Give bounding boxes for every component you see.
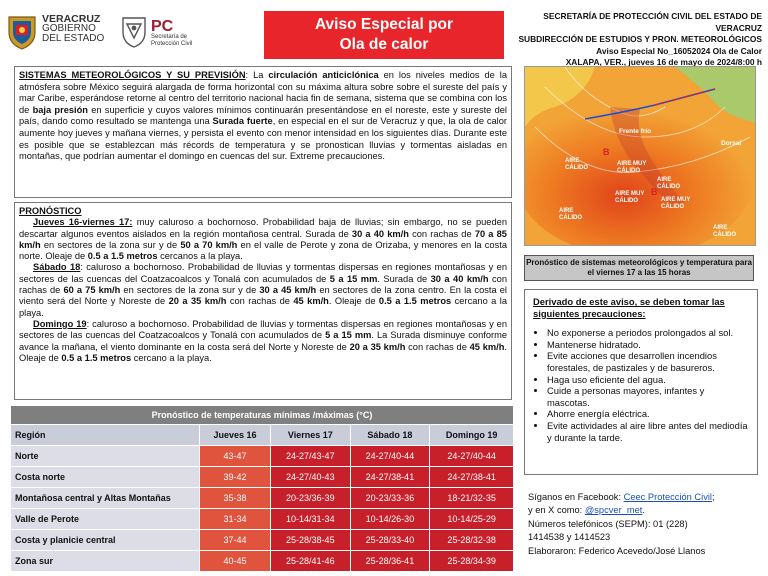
- region-cell: Zona sur: [11, 551, 200, 572]
- forecast-text: cercano a la playa.: [131, 352, 212, 363]
- forecast-text: . Surada de: [377, 273, 431, 284]
- region-cell: Montañosa central y Altas Montañas: [11, 488, 200, 509]
- forecast-value: 20 a 35 km/h: [349, 341, 406, 352]
- proteccion-civil-wordmark: [151, 20, 192, 48]
- forecast-jueves-viernes-label: Jueves 16-viernes 17:: [33, 217, 133, 228]
- forecast-value: 45 km/h: [469, 341, 505, 352]
- header-viernes: Viernes 17: [271, 425, 351, 446]
- forecast-value: 50 a 70 km/h: [180, 239, 238, 250]
- header-sabado: Sábado 18: [350, 425, 430, 446]
- list-item: • Mantenerse hidratado.: [547, 339, 749, 351]
- aire-calido-label: CÁLIDO: [713, 232, 736, 238]
- table-row: [11, 509, 514, 530]
- header-jueves: Jueves 16: [200, 425, 271, 446]
- temp-cell: 43-47: [200, 446, 271, 467]
- temp-cell: 10-14/31-34: [271, 509, 351, 530]
- phones-line-2: 1414538 y 1414523: [528, 532, 611, 543]
- forecast-sabado-label: Sábado 18: [33, 262, 81, 273]
- forecast-text: con rachas de: [405, 341, 470, 352]
- temp-cell: 20-23/36-39: [271, 488, 351, 509]
- forecast-text: . Oleaje de: [19, 341, 507, 363]
- sistemas-text-2: en los niveles medios de la atmósfera sobre México seguirá alargada de forma horizontal con su máxima altura sobre sobre el sureste del país y mar Caribe, esperándose retorne al centro del territorio nacional hacia fin de semana, sistema que se combina con los de: [19, 70, 507, 115]
- temp-cell: 31-34: [200, 509, 271, 530]
- aire-calido-label: AIRE: [713, 225, 728, 231]
- list-item: • Cuide a personas mayores, infantes y mascotas.: [547, 385, 749, 408]
- forecast-value: 45 km/h: [293, 296, 329, 307]
- forecast-text: en el valle de Perote y zona de Orizaba, y menores en la costa norte. Oleaje de: [19, 239, 507, 262]
- temp-cell: 35-38: [200, 488, 271, 509]
- x-prefix: y en X como:: [528, 505, 585, 516]
- region-cell: Costa y planicie central: [11, 530, 200, 551]
- precauciones-section: [524, 289, 758, 475]
- forecast-value: 30 a 45 km/h: [259, 285, 317, 296]
- veracruz-seal-logo: [6, 14, 38, 50]
- precauciones-list: [533, 327, 749, 443]
- list-item: • Ahorre energía eléctrica.: [547, 408, 749, 420]
- region-cell: Valle de Perote: [11, 509, 200, 530]
- forecast-text: : caluroso a bochornoso. Probabilidad de lluvias y tormentas dispersas en regiones montañosas y en sectores de las cuencas del Coatzacoalcos y Tonalá con acumulados de: [19, 318, 507, 341]
- forecast-text: : caluroso a bochornoso. Probabilidad de lluvias y tormentas dispersas en regiones montañosas y en sectores de las cuencas del Coatzacoalcos y Tonalá con acumulados de: [19, 262, 507, 284]
- low-pressure-marker: B: [651, 187, 658, 197]
- temp-cell: 18-21/32-35: [430, 488, 514, 509]
- issuer-subdireccion: SUBDIRECCIÓN DE ESTUDIOS Y PRON. METEOROLÓGICOS: [518, 34, 762, 44]
- forecast-value: 70 a 85 km/h: [19, 228, 507, 250]
- sistemas-text-3: en superficie y cuyos valores mínimos continuarán presentándose en el noreste, este y sureste del país, dando como resultado se mantenga una: [19, 104, 507, 127]
- x-line: [528, 504, 758, 517]
- forecast-value: 30 a 40 km/h: [351, 228, 409, 239]
- forecast-text: . Oleaje de: [328, 296, 379, 307]
- veracruz-del-estado: DEL ESTADO: [42, 33, 105, 44]
- facebook-suffix: ;: [711, 492, 715, 502]
- table-row: [11, 446, 514, 467]
- forecast-text: en sectores de la zona sur y de: [40, 239, 181, 250]
- forecast-value: 0.5 a 1.5 metros: [61, 352, 132, 363]
- temp-cell: 24-27/40-44: [350, 446, 430, 467]
- temp-cell: 25-28/32-38: [430, 530, 514, 551]
- table-row: [11, 467, 514, 488]
- temp-cell: 24-27/38-41: [350, 467, 430, 488]
- aire-calido-label: AIRE: [657, 177, 672, 183]
- sistemas-meteorologicos-section: [14, 66, 512, 198]
- contact-section: [528, 491, 758, 558]
- aire-muy-calido-label: CÁLIDO: [617, 168, 640, 174]
- table-header-row: [11, 425, 514, 446]
- temp-cell: 25-28/36-41: [350, 551, 430, 572]
- temp-cell: 39-42: [200, 467, 271, 488]
- temp-cell: 25-28/41-46: [271, 551, 351, 572]
- temp-cell: 24-27/43-47: [271, 446, 351, 467]
- veracruz-government-wordmark: [42, 14, 104, 44]
- issue-date: XALAPA, VER., jueves 16 de mayo de 2024/8:00 h: [565, 57, 762, 67]
- forecast-value: 0.5 a 1.5 metros: [378, 296, 452, 307]
- x-suffix: .: [642, 505, 645, 516]
- temperature-table: [10, 405, 514, 572]
- banner-line-1: Aviso Especial por: [314, 16, 454, 33]
- temp-cell: 24-27/38-41: [430, 467, 514, 488]
- veracruz-title: VERACRUZ: [42, 13, 101, 25]
- forecast-text: muy caluroso a bochornoso. Probabilidad baja de lluvias; sin embargo, no se pueden descartar algunos eventos aislados en la región montañosa central. Surada de: [19, 217, 507, 239]
- forecast-value: 0.5 a 1.5 metros: [87, 251, 158, 262]
- aire-muy-calido-label: CÁLIDO: [661, 204, 684, 210]
- issuer-secretaria: SECRETARÍA DE PROTECCIÓN CIVIL DEL ESTADO DE VERACRUZ: [543, 11, 762, 33]
- phones-line-1: Números telefónicos (SEPM): 01 (228): [528, 518, 688, 529]
- frente-frio-label: Frente frío: [619, 128, 652, 135]
- region-cell: Norte: [11, 446, 200, 467]
- forecast-text: con rachas de: [226, 296, 294, 307]
- x-link[interactable]: @spcver_met: [584, 505, 643, 516]
- forecast-text: cercano a la playa.: [19, 296, 507, 318]
- aire-calido-label: CÁLIDO: [559, 215, 582, 221]
- temp-cell: 37-44: [200, 530, 271, 551]
- forecast-value: 5 a 15 mm: [325, 330, 372, 341]
- forecast-text: . La Surada disminuye conforme avance la mañana, el viento dominante en la costa será del Norte y Noreste de: [19, 330, 508, 352]
- proteccion-civil-seal-logo: [121, 16, 147, 48]
- aire-calido-label: CÁLIDO: [565, 165, 588, 171]
- list-item: • No exponerse a periodos prolongados al sol.: [547, 327, 749, 339]
- header-domingo: Domingo 19: [430, 425, 514, 446]
- aire-muy-calido-label: AIRE MUY: [661, 197, 691, 203]
- aire-muy-calido-label: CÁLIDO: [615, 198, 638, 204]
- aire-calido-label: AIRE: [565, 158, 580, 164]
- low-pressure-marker: B: [603, 147, 610, 157]
- aire-calido-label: AIRE: [559, 208, 574, 214]
- aviso-banner: [264, 11, 504, 59]
- facebook-prefix: Síganos en Facebook:: [528, 492, 624, 502]
- list-item: • Haga uso eficiente del agua.: [547, 374, 749, 386]
- region-cell: Costa norte: [11, 467, 200, 488]
- forecast-text: en sectores de la zona centro. En la costa el viento será del Norte y Noreste de: [19, 285, 507, 307]
- forecast-jueves-viernes: [19, 217, 507, 262]
- veracruz-gobierno: GOBIERNO: [42, 23, 96, 34]
- temp-cell: 25-28/34-39: [430, 551, 514, 572]
- sistemas-bold-2: baja presión: [32, 104, 88, 115]
- temp-cell: 20-23/33-36: [350, 488, 430, 509]
- sistemas-title: SISTEMAS METEOROLÓGICOS Y SU PREVISIÓN: [19, 70, 246, 80]
- temp-cell: 10-14/26-30: [350, 509, 430, 530]
- table-row: [11, 551, 514, 572]
- sistemas-bold-1: circulación anticiclónica: [268, 70, 379, 80]
- forecast-value: 30 a 40 km/h: [430, 273, 489, 284]
- pc-subtitle-1: Secretaría de: [151, 34, 188, 40]
- temp-cell: 25-28/38-45: [271, 530, 351, 551]
- forecast-domingo-label: Domingo 19: [33, 318, 87, 329]
- temp-cell: 24-27/40-43: [271, 467, 351, 488]
- forecast-text: con rachas de: [408, 228, 475, 239]
- issuer-info: [504, 11, 762, 69]
- sistemas-text-4: , en especial en el sur de Veracruz y que, la ola de calor aumente hoy jueves y mañana viernes, y persista el evento con menor intensidad en los siguientes días. Durante este es posible que se establezcan más récords de temperatura y se pronostican lluvias y tormentas aisladas en montañas, que podrían aumentar el domingo en cuencas del sur. Extreme precauciones.: [19, 116, 507, 162]
- temp-cell: 10-14/25-29: [430, 509, 514, 530]
- temp-cell: 25-28/33-40: [350, 530, 430, 551]
- weather-map-svg: [525, 67, 755, 245]
- forecast-sabado: [19, 262, 507, 318]
- pc-subtitle-2: Protección Civil: [151, 41, 193, 47]
- elaboraron-line: Elaboraron: Federico Acevedo/José Llanos: [528, 545, 706, 556]
- forecast-text: con rachas de: [19, 273, 508, 296]
- pc-acronym: PC: [151, 18, 174, 35]
- pronostico-section: [14, 202, 512, 400]
- list-item: • Evite actividades al aire libre antes del mediodía y durante la tarde.: [547, 420, 749, 443]
- aire-muy-calido-label: AIRE MUY: [617, 161, 647, 167]
- precauciones-title: Derivado de este aviso, se deben tomar las siguientes precauciones:: [533, 296, 725, 319]
- forecast-text: en sectores de la zona sur y de: [120, 285, 260, 296]
- temp-cell: 40-45: [200, 551, 271, 572]
- table-row: [11, 530, 514, 551]
- banner-line-2: Ola de calor: [339, 36, 429, 53]
- forecast-value: 5 a 15 mm: [329, 273, 378, 284]
- aire-calido-label: CÁLIDO: [657, 184, 680, 190]
- dorsal-label: Dorsal: [721, 140, 742, 147]
- facebook-link[interactable]: Ceec Protección Civil: [623, 492, 712, 502]
- weather-forecast-map: [524, 66, 756, 246]
- list-item: • Evite acciones que desarrollen incendios forestales, de pastizales y de basureros.: [547, 350, 749, 373]
- sistemas-bold-3: Surada fuerte: [212, 116, 273, 127]
- table-title: Pronóstico de temperaturas mínimas /máximas (°C): [11, 406, 514, 425]
- pronostico-title: PRONÓSTICO: [19, 206, 82, 216]
- aviso-number: Aviso Especial No_16052024 Ola de Calor: [596, 45, 762, 56]
- map-caption: Pronóstico de sistemas meteorológicos y temperatura para el viernes 17 a las 15 horas: [524, 255, 754, 281]
- header-region: Región: [11, 425, 200, 446]
- forecast-domingo: [19, 319, 507, 364]
- aire-muy-calido-label: AIRE MUY: [615, 191, 645, 197]
- sistemas-text-1: : La: [245, 70, 269, 80]
- forecast-value: 60 a 75 km/h: [63, 285, 121, 296]
- table-row: [11, 488, 514, 509]
- temp-cell: 24-27/40-44: [430, 446, 514, 467]
- facebook-line: [528, 491, 758, 504]
- forecast-value: 20 a 35 km/h: [168, 296, 227, 307]
- forecast-text: cercanos a la playa.: [157, 251, 243, 262]
